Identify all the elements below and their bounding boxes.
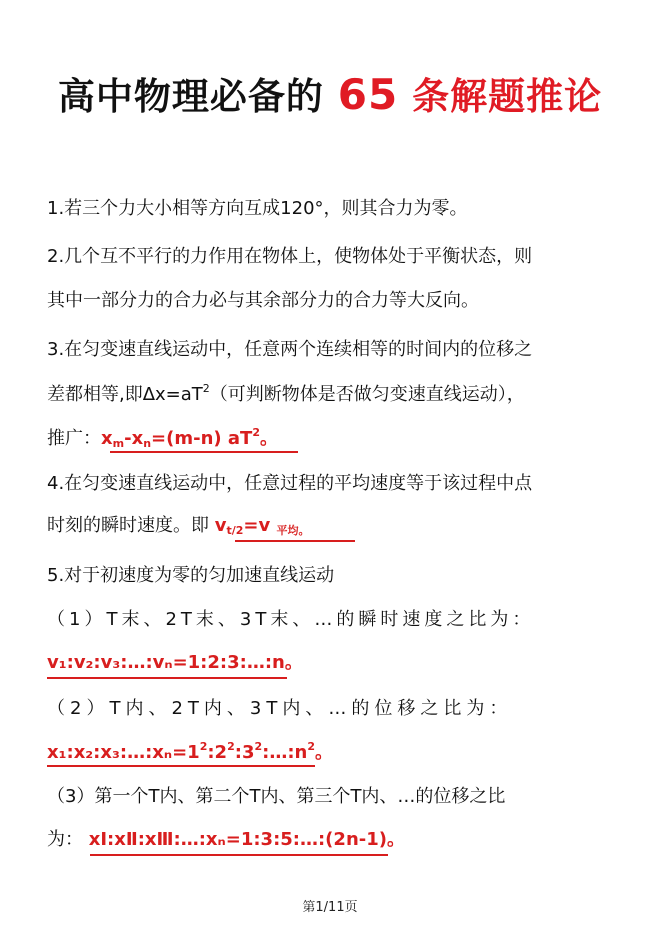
- f1-sub-n: n: [143, 437, 152, 450]
- f2-sub2: 平均。: [276, 524, 310, 537]
- f4-d: :…:n: [262, 742, 308, 763]
- underline-formula-2: [235, 540, 355, 542]
- item-3-line-2: [47, 383, 525, 404]
- item-2-line-1: 2.几个互不平行的力作用在物体上，使物体处于平衡状态，则: [47, 246, 533, 267]
- f2-sub: t/2: [226, 524, 244, 537]
- f4-a: x₁:x₂:x₃:…:xₙ=1: [47, 742, 200, 763]
- title-number: 65: [337, 70, 399, 119]
- f1-sup: 2: [252, 426, 260, 439]
- f4-s2: 2: [227, 740, 235, 753]
- underline-formula-5: [90, 854, 388, 856]
- underline-formula-3: [47, 677, 287, 679]
- item-5-2-text: （2）T内、2T内、3T内、…的位移之比为：: [47, 698, 513, 719]
- page-number: 第1/11页: [302, 900, 358, 915]
- underline-formula-4: [47, 765, 315, 767]
- f1-end: 。: [259, 428, 278, 449]
- item-3-line-1: 3.在匀变速直线运动中，任意两个连续相等的时间内的位移之: [47, 339, 533, 360]
- f4-b: :2: [207, 742, 228, 763]
- item-3-line-3: [47, 427, 278, 449]
- item-5-3-text: （3）第一个T内、第二个T内、第三个T内、…的位移之比: [47, 786, 506, 807]
- item-4-label: 时刻的瞬时速度。即: [47, 515, 209, 536]
- item-3-text-a: 差都相等,即Δx=aT: [47, 384, 203, 405]
- item-4-line-1: 4.在匀变速直线运动中，任意过程的平均速度等于该过程中点: [47, 473, 533, 494]
- item-2-line-2: 其中一部分力的合力必与其余部分力的合力等大反向。: [47, 290, 479, 311]
- title-prefix: 高中物理必备的: [57, 75, 324, 118]
- item-3-text-b: （可判断物体是否做匀变速直线运动），: [209, 384, 525, 405]
- item-1: 1.若三个力大小相等方向互成120°，则其合力为零。: [47, 198, 468, 219]
- f2-v: v: [214, 515, 227, 536]
- item-5-1-text: （1）T末、2T末、3T末、…的瞬时速度之比为：: [47, 609, 535, 630]
- item-5-3-label: 为：: [47, 829, 83, 850]
- item-3-sup: 2: [202, 382, 210, 395]
- underline-formula-1: [110, 451, 298, 453]
- formula-displacement-ratio: [47, 741, 333, 762]
- f1-mid: -x: [124, 428, 144, 449]
- f4-e: 。: [315, 742, 334, 763]
- page-title: [0, 66, 660, 120]
- f4-s4: 2: [307, 740, 316, 753]
- f4-s1: 2: [199, 740, 208, 753]
- formula-velocity-ratio: v₁:v₂:v₃:…:vₙ=1:2:3:…:n。: [47, 652, 303, 673]
- item-5-3-line-2: [47, 831, 405, 849]
- f1-eq: =(m-n) aT: [151, 428, 253, 449]
- title-suffix: 条解题推论: [412, 75, 603, 118]
- formula-successive-displacement: xⅠ:xⅡ:xⅢ:…:xₙ=1:3:5:…:(2n-1)。: [88, 829, 405, 850]
- formula-generalization: [101, 428, 278, 449]
- f2-eq: =v: [243, 515, 271, 536]
- f4-c: :3: [234, 742, 255, 763]
- item-4-line-2: [47, 517, 310, 536]
- f1-sub-m: m: [112, 437, 125, 450]
- formula-midtime-velocity: [215, 515, 310, 536]
- item-3-generalize-label: 推广：: [47, 428, 101, 449]
- item-5-heading: 5.对于初速度为零的匀加速直线运动: [47, 565, 335, 586]
- f4-s3: 2: [254, 740, 263, 753]
- f1-x: x: [101, 428, 113, 449]
